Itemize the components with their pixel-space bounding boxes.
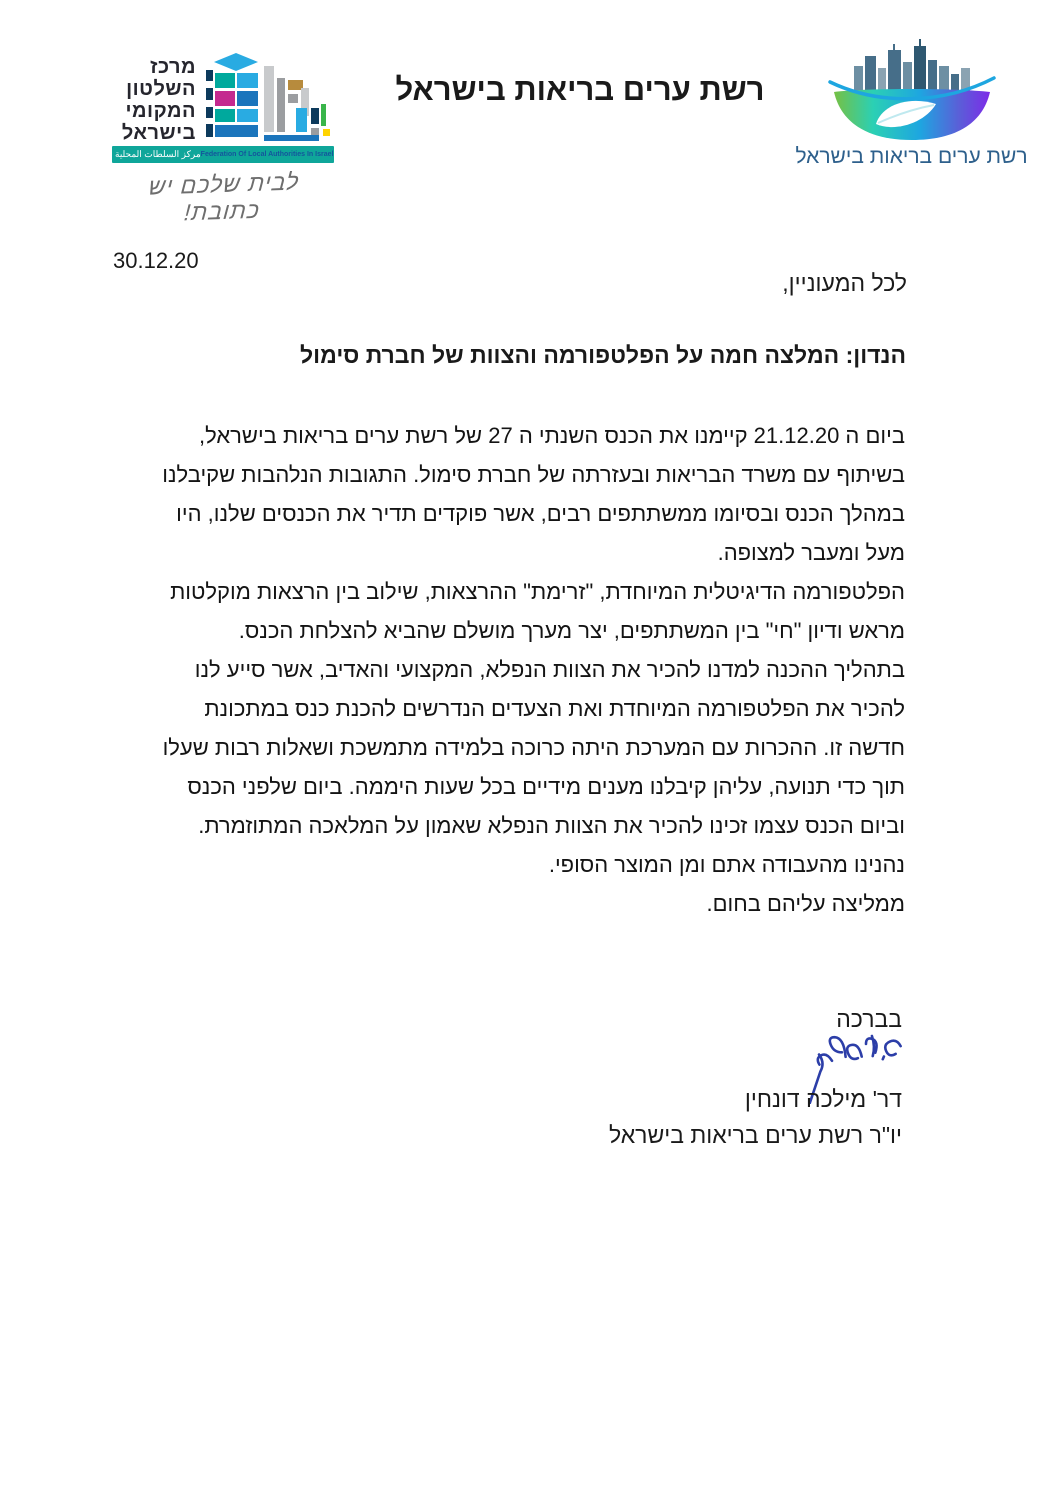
body-text-line: במהלך הכנס ובסיומו ממשתתפים רבים, אשר פוקדים תדיר את הכנסים שלנו, היו <box>176 501 905 526</box>
federation-banner-arabic: مركز السلطات المحلية <box>115 149 201 159</box>
federation-logo-text-line: המקומי <box>125 100 196 122</box>
healthy-cities-logo-icon <box>820 36 1004 140</box>
federation-logo-slogan: לבית שלכם יש כתובת! <box>147 168 301 226</box>
skyline-icon <box>854 39 970 96</box>
body-text-line: הפלטפורמה הדיגיטלית המיוחדת, "זרימת" ההרצאות, שילוב בין הרצאות מוקלטות <box>170 579 905 604</box>
signer-name: דר' מילכה דונחין <box>744 1086 902 1112</box>
body-text-line: להכיר את הפלטפורמה המיוחדת ואת הצעדים הנדרשים להכנת כנס במתכונת <box>204 696 905 721</box>
signer-title: יו"ר רשת ערים בריאות בישראל <box>608 1122 902 1148</box>
body-text-line: חדשה זו. ההכרות עם המערכת היתה כרוכה בלמידה מתמשכת ושאלות רבות שעלו <box>162 735 905 760</box>
federation-logo <box>112 50 334 225</box>
body-text-line: בתהליך ההכנה למדנו להכיר את הצוות הנפלא, המקצועי והאדיב, אשר סייע לנו <box>194 657 905 682</box>
body-text-line: ביום ה 21.12.20 קיימנו את הכנס השנתי ה 27 של רשת ערים בריאות בישראל, <box>199 423 905 448</box>
body-text-line: ממליצה עליהם בחום. <box>706 891 905 916</box>
federation-banner-english: Federation Of Local Authorities In Israel <box>200 151 334 158</box>
letter-date: 30.12.20 <box>113 248 199 273</box>
body-text-line: מעל ומעבר למצופה. <box>717 540 905 565</box>
salutation: לכל המעוניין, <box>782 270 907 296</box>
body-text-line: נהנינו מהעבודה אתם ומן המוצר הסופי. <box>548 852 905 877</box>
federation-logo-text-line: השלטון <box>126 78 196 100</box>
building-mosaic-icon <box>200 50 332 144</box>
healthy-cities-logo <box>788 36 1035 169</box>
letter-body <box>162 416 905 923</box>
subject-line: הנדון: המלצה חמה על הפלטפורמה והצוות של חברת סימול <box>300 342 906 368</box>
federation-logo-banner <box>112 146 334 163</box>
page-title: רשת ערים בריאות בישראל <box>395 72 765 107</box>
federation-logo-text-line: מרכז <box>150 56 196 78</box>
body-text-line: וביום הכנס עצמו זכינו להכיר את הצוות הנפלא שאמון על המלאכה המתוזמרת. <box>198 813 905 838</box>
body-text-line: בשיתוף עם משרד הבריאות ובעזרתה של חברת סימול. התגובות הנלהבות שקיבלנו <box>162 462 905 487</box>
federation-logo-text <box>112 50 196 144</box>
body-text-line: תוך כדי תנועה, עליהן קיבלנו מענים מידיים בכל שעות היממה. ביום שלפני הכנס <box>187 774 905 799</box>
federation-logo-text-line: בישראל <box>121 122 196 144</box>
healthy-cities-logo-caption: רשת ערים בריאות בישראל <box>795 145 1028 168</box>
closing-word: בברכה <box>836 1006 902 1032</box>
body-text-line: מראש ודיון "חי" בין המשתתפים, יצר מערך מושלם שהביא להצלחת הכנס. <box>238 618 905 643</box>
